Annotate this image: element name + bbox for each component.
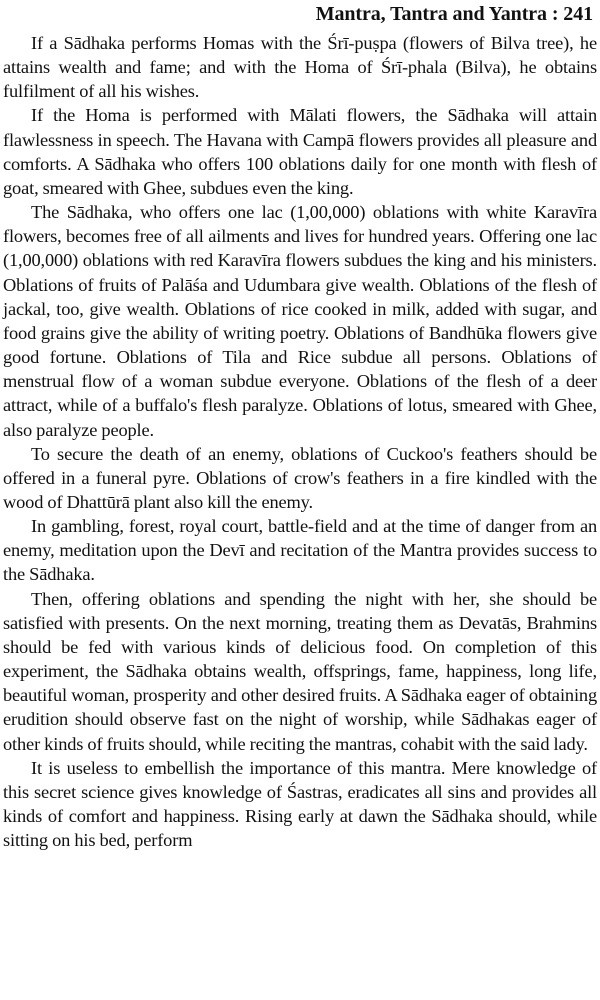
paragraph-2: If the Homa is performed with Mālati flowers, the Sādhaka will attain flawlessness in speech. The Havana with Campā flowers provides all pleasure and comforts. A Sādhaka who offers 100 oblations daily for one month with flesh of goat, smeared with Ghee, subdues even the king. — [3, 105, 597, 198]
paragraph-1: If a Sādhaka performs Homas with the Śrī-puṣpa (flowers of Bilva tree), he attains wealth and fame; and with the Homa of Śrī-phala (Bilva), he obtains fulfilment of all his wishes. — [3, 33, 597, 102]
paragraph-4: To secure the death of an enemy, oblations of Cuckoo's feathers should be offered in a funeral pyre. Oblations of crow's feathers in a fire kindled with the wood of Dhattūrā plant also kill the enemy. — [3, 443, 597, 512]
body-text — [3, 31, 597, 852]
paragraph-5: In gambling, forest, royal court, battle-field and at the time of danger from an enemy, meditation upon the Devī and recitation of the Mantra provides success to the Sādhaka. — [3, 516, 597, 585]
paragraph-6: Then, offering oblations and spending the night with her, she should be satisfied with presents. On the next morning, treating them as Devatās, Brahmins should be fed with various kinds of delicious food. On completion of this experiment, the Sādhaka obtains wealth, offsprings, fame, happiness, long life, beautiful woman, prosperity and other desired fruits. A Sādhaka eager of obtaining erudition should observe fast on the night of worship, while Sādhakas eager of other kinds of fruits should, while reciting the mantras, cohabit with the said lady. — [3, 588, 597, 754]
paragraph-3: The Sādhaka, who offers one lac (1,00,000) oblations with white Karavīra flowers, becomes free of all ailments and lives for hundred years. Offering one lac (1,00,000) oblations with red Karavīra flowers subdues the king and his ministers. Oblations of fruits of Palāśa and Udumbara give wealth. Oblations of the flesh of jackal, too, give wealth. Oblations of rice cooked in milk, added with sugar, and food grains give the ability of writing poetry. Oblations of Bandhūka flowers give good fortune. Oblations of Tila and Rice subdue all persons. Oblations of menstrual flow of a woman subdue everyone. Oblations of the flesh of a deer attract, while of a buffalo's flesh paralyze. Oblations of lotus, smeared with Ghee, also paralyze people. — [3, 202, 597, 440]
running-head: Mantra, Tantra and Yantra : 241 — [315, 3, 593, 25]
paragraph-7: It is useless to embellish the importance of this mantra. Mere knowledge of this secret science gives knowledge of Śastras, eradicates all sins and provides all kinds of comfort and happiness. Rising early at dawn the Sādhaka should, while sitting on his bed, perform — [3, 757, 597, 851]
